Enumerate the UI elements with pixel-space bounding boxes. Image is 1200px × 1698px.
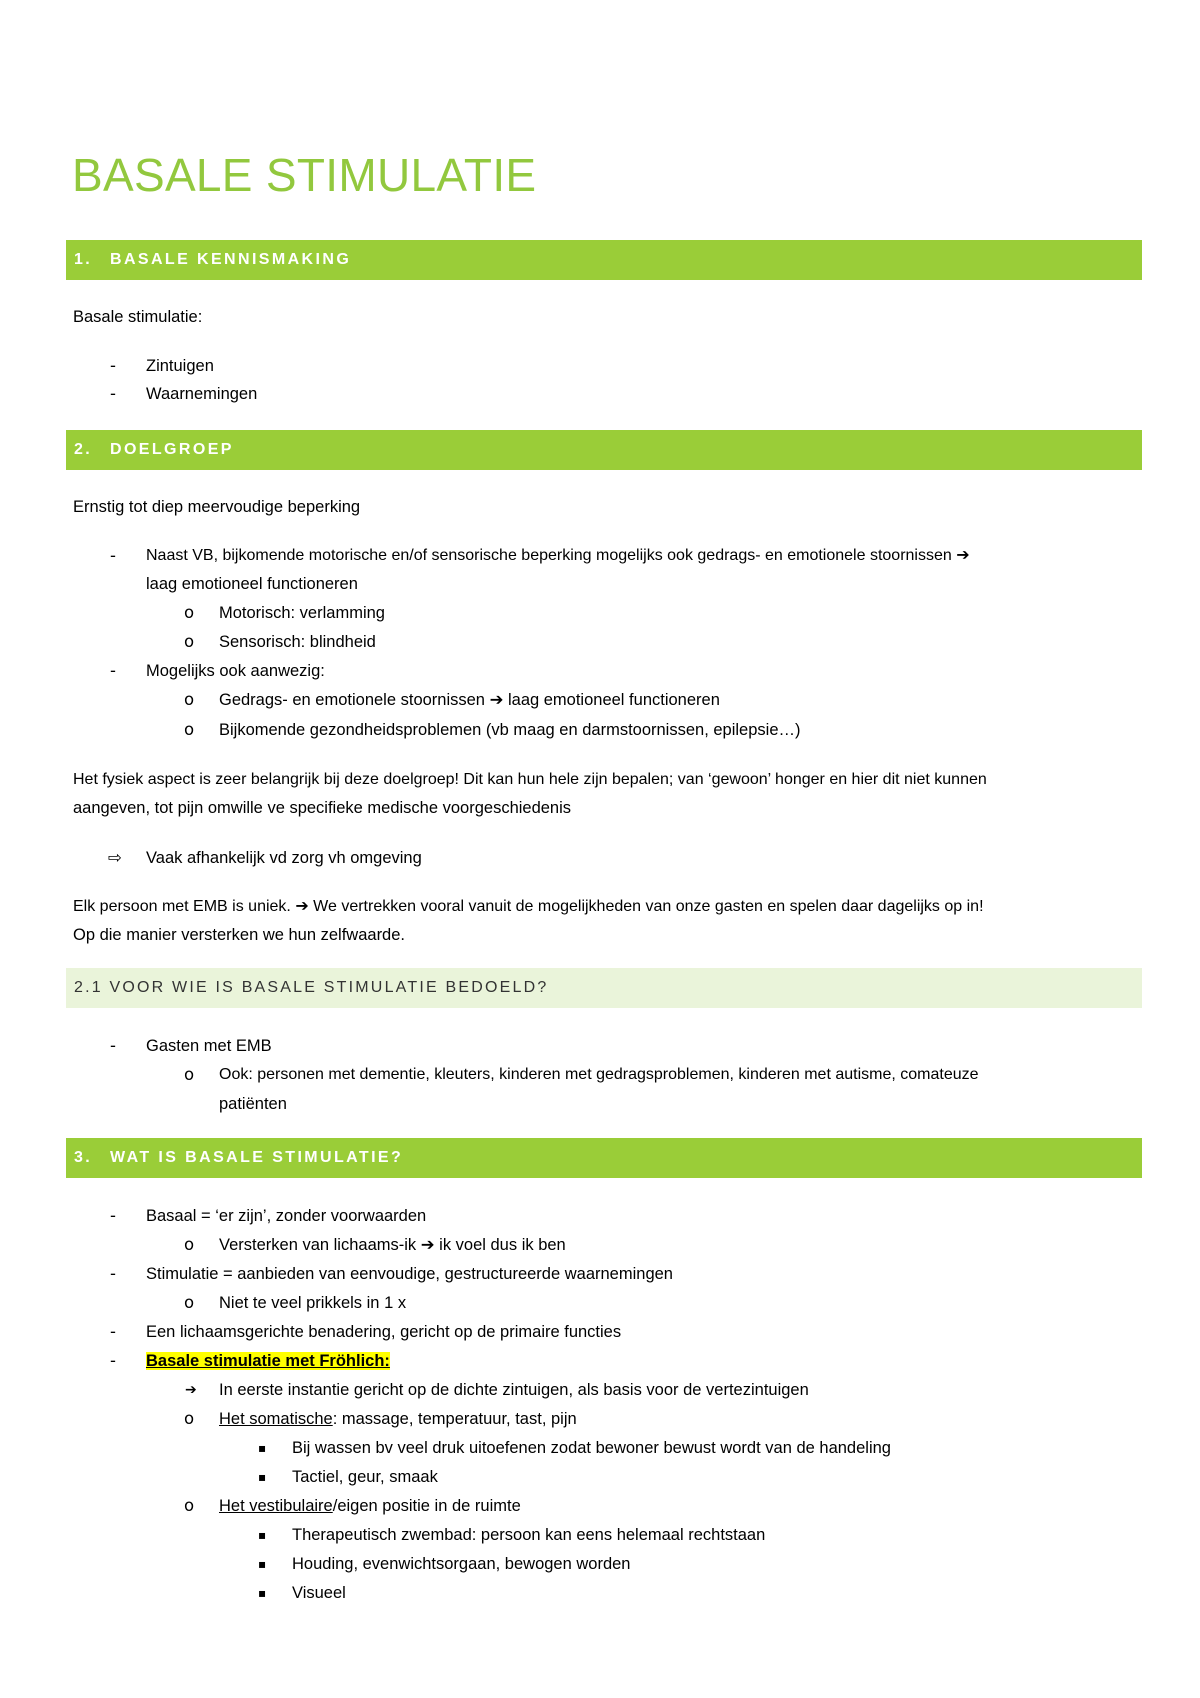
dash-bullet: - <box>110 1351 116 1370</box>
list-item: Waarnemingen <box>146 385 258 403</box>
square-bullet: ▪ <box>258 1557 267 1571</box>
square-bullet: ▪ <box>258 1470 267 1484</box>
circle-bullet: o <box>184 690 195 709</box>
sub-sub-list-item: Therapeutisch zwembad: persoon kan eens helemaal rechtstaan <box>292 1526 766 1544</box>
list-item-continuation: laag emotioneel functioneren <box>146 575 358 593</box>
list-item <box>146 1351 390 1371</box>
dash-bullet: - <box>110 1264 116 1283</box>
list-item: Gasten met EMB <box>146 1037 272 1055</box>
section-title: BASALE KENNISMAKING <box>110 251 352 268</box>
list-item: Mogelijks ook aanwezig: <box>146 662 325 680</box>
section-number: 2. <box>74 441 93 458</box>
circle-bullet: o <box>184 603 195 622</box>
list-item: Naast VB, bijkomende motorische en/of sensorische beperking mogelijks ook gedrags- en emotionele stoornissen ➔ <box>146 547 970 564</box>
paragraph-line: Het fysiek aspect is zeer belangrijk bij deze doelgroep! Dit kan hun hele zijn bepalen; van ‘gewoon’ honger en hier dit niet kunnen <box>73 771 987 788</box>
term-description: /eigen positie in de ruimte <box>332 1497 521 1515</box>
underlined-term: Het somatische <box>219 1410 333 1428</box>
sub-list-item: Motorisch: verlamming <box>219 604 385 622</box>
circle-bullet: o <box>184 720 195 739</box>
section-intro: Ernstig tot diep meervoudige beperking <box>73 498 361 516</box>
sub-sub-list-item: Visueel <box>292 1584 346 1602</box>
dash-bullet: - <box>110 1322 116 1341</box>
section-title: DOELGROEP <box>110 441 234 458</box>
section-title: VOOR WIE IS BASALE STIMULATIE BEDOELD? <box>109 979 549 996</box>
circle-bullet: o <box>184 1409 195 1428</box>
sub-list-item: Gedrags- en emotionele stoornissen ➔ laag emotioneel functioneren <box>219 691 720 709</box>
sub-list-item: Sensorisch: blindheid <box>219 633 376 651</box>
sub-list-item: Niet te veel prikkels in 1 x <box>219 1294 407 1312</box>
sub-sub-list-item: Houding, evenwichtsorgaan, bewogen worden <box>292 1555 631 1573</box>
dash-bullet: - <box>110 384 116 403</box>
sub-sub-list-item: Tactiel, geur, smaak <box>292 1468 438 1486</box>
circle-bullet: o <box>184 1496 195 1515</box>
section-intro: Basale stimulatie: <box>73 308 203 326</box>
section-header-3 <box>66 1138 1142 1178</box>
circle-bullet: o <box>184 632 195 651</box>
section-number: 3. <box>74 1149 93 1166</box>
list-item: Zintuigen <box>146 357 214 375</box>
circle-bullet: o <box>184 1065 195 1084</box>
hollow-arrow-icon: ⇨ <box>108 848 122 867</box>
list-item: Basaal = ‘er zijn’, zonder voorwaarden <box>146 1207 427 1225</box>
section-number: 1. <box>74 251 93 268</box>
sub-list-item: Bijkomende gezondheidsproblemen (vb maag en darmstoornissen, epilepsie…) <box>219 721 801 739</box>
subsection-header-2-1 <box>66 968 1142 1008</box>
list-item: Een lichaamsgerichte benadering, gericht op de primaire functies <box>146 1323 622 1341</box>
sub-list-item-continuation: patiënten <box>219 1095 287 1113</box>
sub-sub-list-item: Bij wassen bv veel druk uitoefenen zodat bewoner bewust wordt van de handeling <box>292 1439 891 1457</box>
arrow-icon: ➔ <box>185 1382 197 1398</box>
section-header-1 <box>66 240 1142 280</box>
term-description: : massage, temperatuur, tast, pijn <box>332 1410 577 1428</box>
sub-list-item <box>219 1409 577 1429</box>
circle-bullet: o <box>184 1293 195 1312</box>
sub-list-item: Versterken van lichaams-ik ➔ ik voel dus ik ben <box>219 1236 566 1254</box>
dash-bullet: - <box>110 1206 116 1225</box>
sub-list-item: In eerste instantie gericht op de dichte zintuigen, als basis voor de vertezintuigen <box>219 1381 809 1399</box>
list-item: Stimulatie = aanbieden van eenvoudige, gestructureerde waarnemingen <box>146 1265 673 1283</box>
highlighted-heading: Basale stimulatie met Fröhlich: <box>146 1352 390 1370</box>
dash-bullet: - <box>110 356 116 375</box>
section-header-2 <box>66 430 1142 470</box>
circle-bullet: o <box>184 1235 195 1254</box>
sub-list-item: Ook: personen met dementie, kleuters, kinderen met gedragsproblemen, kinderen met autisme, comateuze <box>219 1066 979 1083</box>
dash-bullet: - <box>110 661 116 680</box>
square-bullet: ▪ <box>258 1586 267 1600</box>
paragraph-line: Op die manier versterken we hun zelfwaarde. <box>73 926 405 944</box>
section-title: WAT IS BASALE STIMULATIE? <box>110 1149 404 1166</box>
section-number: 2.1 <box>74 979 103 996</box>
page-title: BASALE STIMULATIE <box>72 149 537 201</box>
dash-bullet: - <box>110 546 116 565</box>
sub-list-item <box>219 1496 521 1516</box>
paragraph-line: Elk persoon met EMB is uniek. ➔ We vertrekken vooral vanuit de mogelijkheden van onze gasten en spelen daar dagelijks op in! <box>73 898 984 915</box>
square-bullet: ▪ <box>258 1441 267 1455</box>
square-bullet: ▪ <box>258 1528 267 1542</box>
dash-bullet: - <box>110 1036 116 1055</box>
underlined-term: Het vestibulaire <box>219 1497 333 1515</box>
conclusion-line: Vaak afhankelijk vd zorg vh omgeving <box>146 849 422 867</box>
paragraph-line: aangeven, tot pijn omwille ve specifieke medische voorgeschiedenis <box>73 799 572 817</box>
